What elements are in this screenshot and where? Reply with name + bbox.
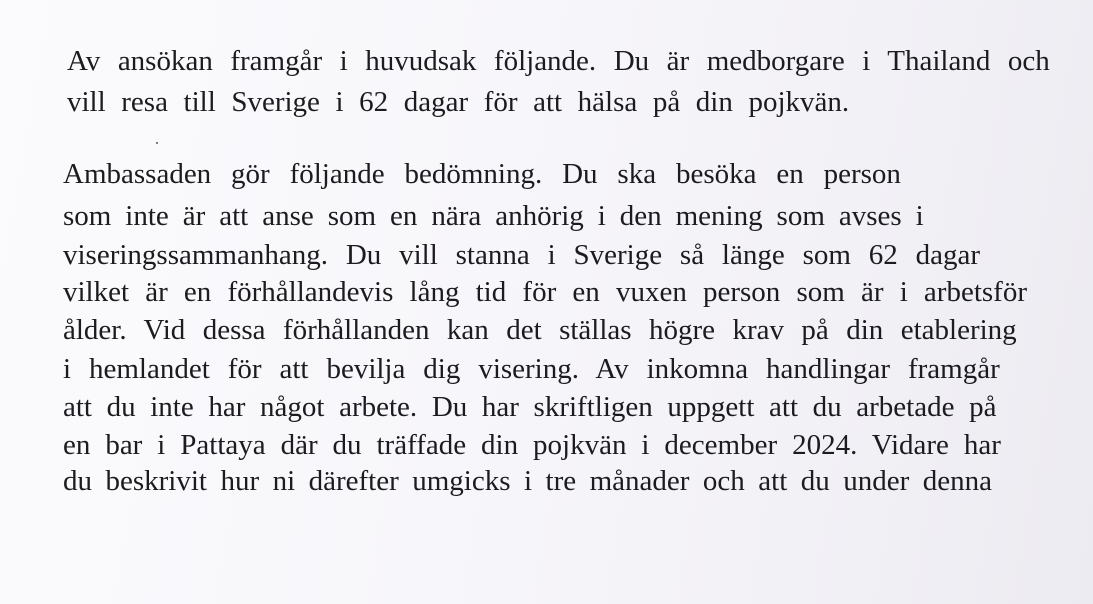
paragraph-2-line-6: i hemlandet för att bevilja dig visering. Av inkomna handlingar framgår	[63, 353, 1000, 385]
paragraph-2-line-2: som inte är att anse som en nära anhörig i den mening som avses i	[63, 200, 924, 232]
paper-speck	[156, 142, 158, 144]
paragraph-2-line-9: du beskrivit hur ni därefter umgicks i tre månader och att du under denna	[63, 465, 992, 497]
paragraph-2-line-4: vilket är en förhållandevis lång tid för en vuxen person som är i arbetsför	[63, 276, 1027, 308]
paragraph-2-line-7: att du inte har något arbete. Du har skriftligen uppgett att du arbetade på	[63, 391, 997, 423]
paragraph-2-line-8: en bar i Pattaya där du träffade din pojkvän i december 2024. Vidare har	[63, 429, 1001, 461]
paragraph-2-line-5: ålder. Vid dessa förhållanden kan det ställas högre krav på din etablering	[63, 314, 1017, 346]
paragraph-1-line-1: Av ansökan framgår i huvudsak följande. Du är medborgare i Thailand och	[67, 45, 1050, 77]
paragraph-2-line-3: viseringssammanhang. Du vill stanna i Sverige så länge som 62 dagar	[63, 239, 981, 271]
paragraph-2-line-1: Ambassaden gör följande bedömning. Du ska besöka en person	[63, 158, 901, 190]
paragraph-1-line-2: vill resa till Sverige i 62 dagar för att hälsa på din pojkvän.	[67, 86, 850, 118]
